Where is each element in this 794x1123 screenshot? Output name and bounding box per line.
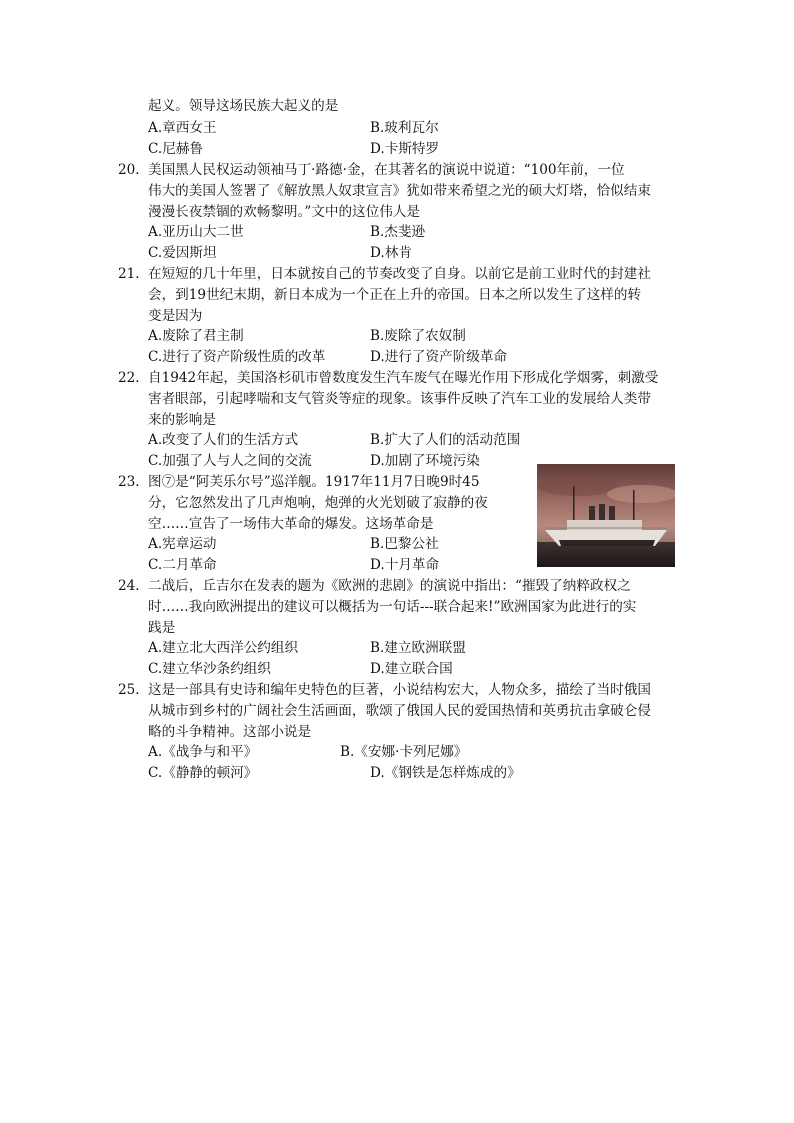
q25-stem-line-1: 这是一部具有史诗和编年史特色的巨著，小说结构宏大，人物众多，描绘了当时俄国 [148, 682, 651, 698]
q23-stem-line-3: 空……宣告了一场伟大革命的爆发。这场革命是 [148, 516, 434, 532]
q20-number: 20. [118, 162, 140, 178]
cruiser-illustration [537, 464, 675, 567]
q22-stem-line-1: 自1942年起，美国洛杉矶市曾数度发生汽车废气在曝光作用下形成化学烟雾，刺激受 [148, 370, 659, 386]
q20-stem-line-1: 美国黑人民权运动领袖马丁·路德·金，在其著名的演说中说道：“100年前，一位 [148, 162, 625, 178]
q24-option-d: D.建立联合国 [370, 661, 453, 677]
q22-number: 22. [118, 370, 140, 386]
q24-option-b: B.建立欧洲联盟 [370, 640, 466, 656]
q24-option-c: C.建立华沙条约组织 [148, 661, 271, 677]
q25-option-d: D.《钢铁是怎样炼成的》 [370, 765, 521, 781]
q25-stem-line-2: 从城市到乡村的广阔社会生活画面，歌颂了俄国人民的爱国热情和英勇抗击拿破仑侵 [148, 703, 651, 719]
q24-number: 24. [118, 578, 140, 594]
q21-stem-line-2: 会，到19世纪末期，新日本成为一个正在上升的帝国。日本之所以发生了这样的转 [148, 287, 642, 303]
q20-option-d: D.林肯 [370, 245, 412, 261]
q23-number: 23. [118, 474, 140, 490]
q20-option-a: A.亚历山大二世 [148, 224, 244, 240]
q19-option-d: D.卡斯特罗 [370, 141, 440, 157]
q19-option-a: A.章西女王 [148, 120, 217, 136]
q23-option-a: A.宪章运动 [148, 536, 217, 552]
q25-option-b: B.《安娜·卡列尼娜》 [340, 744, 468, 760]
q21-option-b: B.废除了农奴制 [370, 328, 466, 344]
q19-option-c: C.尼赫鲁 [148, 141, 204, 157]
q21-option-a: A.废除了君主制 [148, 328, 244, 344]
q21-number: 21. [118, 266, 140, 282]
q22-stem-line-3: 来的影响是 [148, 412, 216, 428]
q19-option-b: B.玻利瓦尔 [370, 120, 439, 136]
q20-option-c: C.爱因斯坦 [148, 245, 217, 261]
q22-option-c: C.加强了人与人之间的交流 [148, 453, 312, 469]
q22-option-a: A.改变了人们的生活方式 [148, 432, 299, 448]
q19-continuation: 起义。领导这场民族大起义的是 [148, 98, 339, 114]
q21-option-d: D.进行了资产阶级革命 [370, 349, 508, 365]
q24-stem-line-2: 时……我向欧洲提出的建议可以概括为一句话---联合起来!”欧洲国家为此进行的实 [148, 599, 637, 615]
q20-stem-line-2: 伟大的美国人签署了《解放黑人奴隶宣言》犹如带来希望之光的硕大灯塔，恰似结束 [148, 183, 651, 199]
q21-stem-line-3: 变是因为 [148, 308, 203, 324]
q23-stem-line-2: 分，它忽然发出了几声炮响，炮弹的火光划破了寂静的夜 [148, 495, 488, 511]
aurora-cruiser-photo [537, 464, 675, 567]
q21-stem-line-1: 在短短的几十年里，日本就按自己的节奏改变了自身。以前它是前工业时代的封建社 [148, 266, 651, 282]
q23-option-d: D.十月革命 [370, 557, 440, 573]
q24-stem-line-3: 践是 [148, 620, 176, 636]
q22-option-d: D.加剧了环境污染 [370, 453, 480, 469]
q23-stem-line-1: 图⑦是“阿芙乐尔号”巡洋舰。1917年11月7日晚9时45 [148, 474, 480, 490]
q20-stem-line-3: 漫漫长夜禁锢的欢畅黎明。”文中的这位伟人是 [148, 204, 421, 220]
q23-option-b: B.巴黎公社 [370, 536, 439, 552]
q23-option-c: C.二月革命 [148, 557, 217, 573]
q25-stem-line-3: 略的斗争精神。这部小说是 [148, 724, 312, 740]
q25-option-c: C.《静静的顿河》 [148, 765, 258, 781]
q24-stem-line-1: 二战后，丘吉尔在发表的题为《欧洲的悲剧》的演说中指出：“摧毁了纳粹政权之 [148, 578, 631, 594]
q21-option-c: C.进行了资产阶级性质的改革 [148, 349, 326, 365]
q22-stem-line-2: 害者眼部，引起哮喘和支气管炎等症的现象。该事件反映了汽车工业的发展给人类带 [148, 391, 651, 407]
q24-option-a: A.建立北大西洋公约组织 [148, 640, 299, 656]
q25-option-a: A.《战争与和平》 [148, 744, 258, 760]
q25-number: 25. [118, 682, 140, 698]
q22-option-b: B.扩大了人们的活动范围 [370, 432, 521, 448]
q20-option-b: B.杰斐逊 [370, 224, 426, 240]
